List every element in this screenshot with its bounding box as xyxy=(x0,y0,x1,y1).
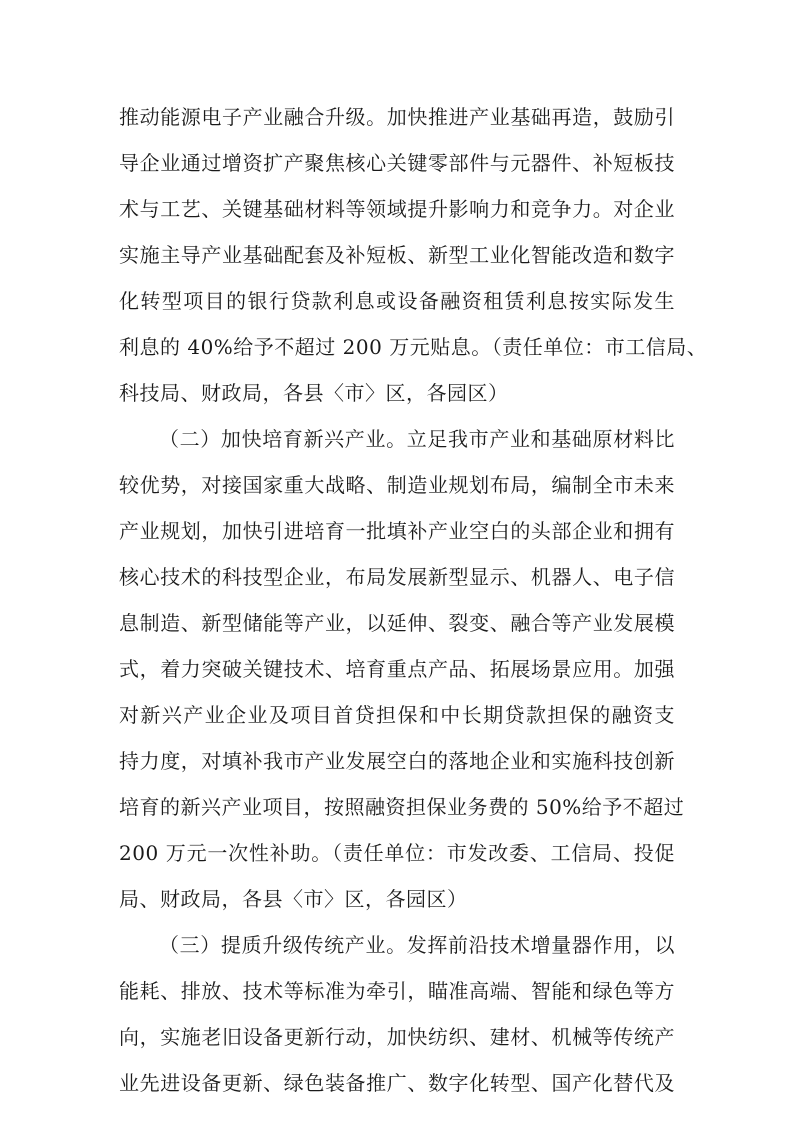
paragraph-line: 实施主导产业基础配套及补短板、新型工业化智能改造和数字 xyxy=(119,243,675,267)
paragraph-line: 核心技术的科技型企业，布局发展新型显示、机器人、电子信 xyxy=(119,565,675,589)
paragraph-line: 化转型项目的银行贷款利息或设备融资租赁利息按实际发生 xyxy=(119,289,675,313)
paragraph-line: 产业规划，加快引进培育一批填补产业空白的头部企业和拥有 xyxy=(119,519,675,543)
paragraph-line: 向，实施老旧设备更新行动，加快纺织、建材、机械等传统产 xyxy=(119,1025,675,1049)
paragraph-line: 术与工艺、关键基础材料等领域提升影响力和竞争力。对企业 xyxy=(119,197,675,221)
paragraph-line: 持力度，对填补我市产业发展空白的落地企业和实施科技创新 xyxy=(119,749,675,773)
paragraph-line: 业先进设备更新、绿色装备推广、数字化转型、国产化替代及 xyxy=(119,1071,675,1095)
paragraph-line: 局、财政局，各县〈市〉区，各园区） xyxy=(119,887,468,911)
paragraph-line: 科技局、财政局，各县〈市〉区，各园区） xyxy=(119,381,509,405)
paragraph-line: 式，着力突破关键技术、培育重点产品、拓展场景应用。加强 xyxy=(119,657,675,681)
paragraph-line: 息制造、新型储能等产业，以延伸、裂变、融合等产业发展模 xyxy=(119,611,675,635)
paragraph-line: 200 万元一次性补助。（责任单位：市发改委、工信局、投促 xyxy=(119,841,675,865)
paragraph-line: 导企业通过增资扩产聚焦核心关键零部件与元器件、补短板技 xyxy=(119,151,675,175)
paragraph-line: 培育的新兴产业项目，按照融资担保业务费的 50%给予不超过 xyxy=(119,795,685,819)
paragraph-line: 较优势，对接国家重大战略、制造业规划布局，编制全市未来 xyxy=(119,473,675,497)
section-heading-line: （二）加快培育新兴产业。立足我市产业和基础原材料比 xyxy=(159,427,675,451)
paragraph-line: 对新兴产业企业及项目首贷担保和中长期贷款担保的融资支 xyxy=(119,703,675,727)
paragraph-line: 利息的 40%给予不超过 200 万元贴息。（责任单位：市工信局、 xyxy=(119,335,708,359)
paragraph-line: 能耗、排放、技术等标准为牵引，瞄准高端、智能和绿色等方 xyxy=(119,979,675,1003)
paragraph-line: 推动能源电子产业融合升级。加快推进产业基础再造，鼓励引 xyxy=(119,105,675,129)
section-heading-line: （三）提质升级传统产业。发挥前沿技术增量器作用，以 xyxy=(159,933,675,957)
